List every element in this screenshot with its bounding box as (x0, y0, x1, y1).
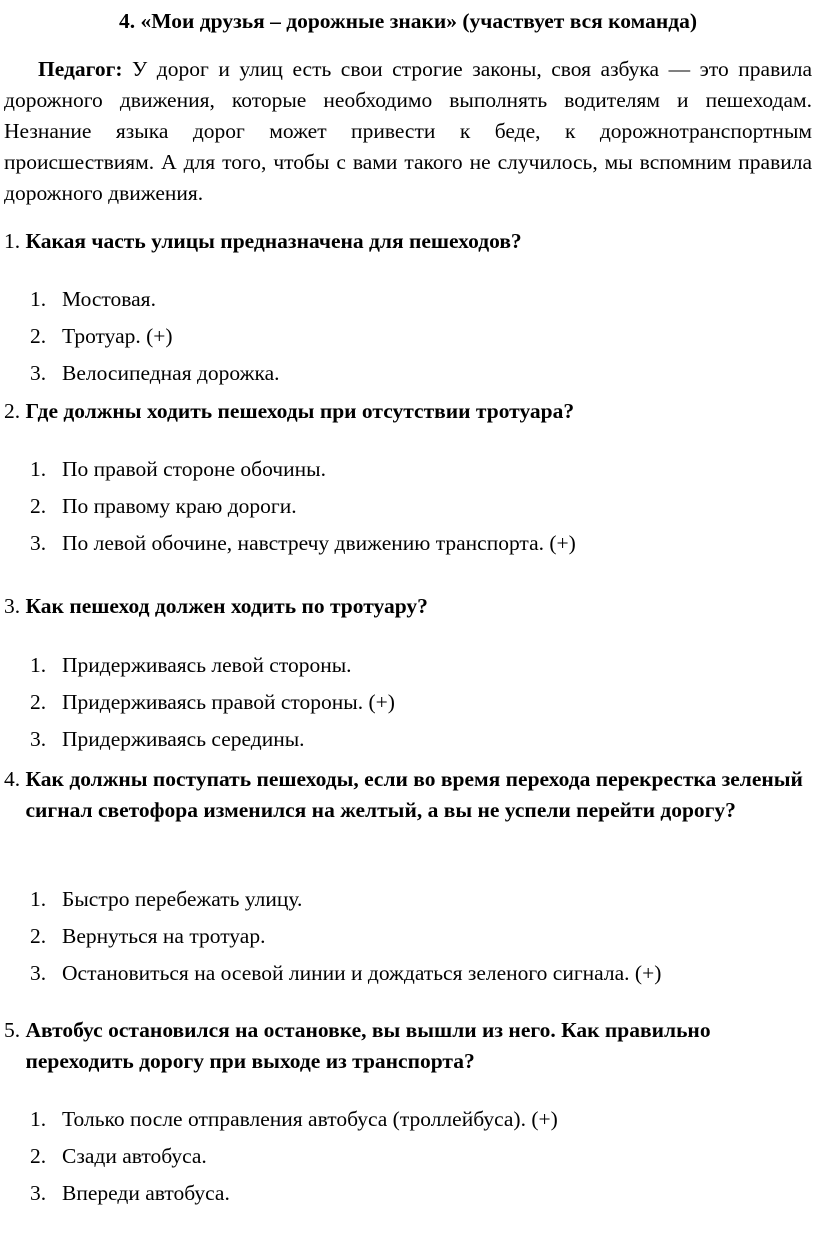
answer-option (30, 454, 810, 491)
answer-number: 3. (30, 727, 47, 751)
answer-number: 1. (30, 887, 47, 911)
speaker-label: Педагог: (38, 57, 123, 81)
answer-option (30, 884, 810, 921)
question-text: Как должны поступать пешеходы, если во время перехода перекрестка зеленый сигнал светофора изменился на желтый, а вы не успели перейти дорогу? (25, 767, 803, 822)
question-5 (4, 1015, 816, 1077)
question-number: 5. (4, 1018, 26, 1042)
answer-text: Впереди автобуса. (62, 1181, 230, 1205)
answer-number: 3. (30, 1181, 47, 1205)
answer-number: 2. (30, 924, 47, 948)
question-number: 1. (4, 229, 26, 253)
answer-text: Вернуться на тротуар. (62, 924, 266, 948)
answer-text: По правой стороне обочины. (62, 457, 326, 481)
answer-list-4 (30, 884, 810, 995)
question-3 (4, 591, 816, 622)
answer-number: 1. (30, 287, 47, 311)
answer-number: 2. (30, 690, 47, 714)
answer-option (30, 321, 810, 358)
answer-number: 3. (30, 531, 47, 555)
answer-text: Придерживаясь левой стороны. (62, 653, 352, 677)
question-2 (4, 396, 816, 427)
answer-option (30, 921, 810, 958)
answer-option (30, 284, 810, 321)
answer-text: Только после отправления автобуса (троллейбуса). (+) (62, 1107, 558, 1131)
question-text: Автобус остановился на остановке, вы вышли из него. Как правильно переходить дорогу при выходе из транспорта? (25, 1018, 711, 1073)
answer-text: Велосипедная дорожка. (62, 361, 280, 385)
answer-number: 1. (30, 457, 47, 481)
answer-list-3 (30, 650, 810, 761)
answer-option (30, 491, 810, 528)
intro-paragraph (4, 54, 812, 209)
answer-option (30, 1141, 810, 1178)
answer-text: Тротуар. (+) (62, 324, 173, 348)
answer-list-5 (30, 1104, 810, 1215)
answer-number: 1. (30, 653, 47, 677)
intro-text: У дорог и улиц есть свои строгие законы, своя азбука — это правила дорожного движения, которые необходимо выполнять водителям и пешеходам. Незнание языка дорог может привести к беде, к дорожнотранспортным происшествиям. А для того, чтобы с вами такого не случилось, мы вспомним правила дорожного движения. (4, 57, 812, 205)
answer-text: Остановиться на осевой линии и дождаться зеленого сигнала. (+) (62, 961, 662, 985)
question-4 (4, 764, 816, 826)
answer-text: По левой обочине, навстречу движению транспорта. (+) (62, 531, 576, 555)
answer-number: 3. (30, 961, 47, 985)
answer-text: Сзади автобуса. (62, 1144, 207, 1168)
question-text: Как пешеход должен ходить по тротуару? (25, 594, 428, 618)
question-number: 3. (4, 594, 26, 618)
answer-option (30, 958, 810, 995)
answer-number: 3. (30, 361, 47, 385)
section-title: 4. «Мои друзья – дорожные знаки» (участвует вся команда) (119, 9, 697, 33)
answer-list-1 (30, 284, 810, 395)
answer-option (30, 724, 810, 761)
answer-number: 1. (30, 1107, 47, 1131)
answer-option (30, 1104, 810, 1141)
answer-option (30, 687, 810, 724)
question-text: Какая часть улицы предназначена для пешеходов? (25, 229, 522, 253)
answer-text: Придерживаясь середины. (62, 727, 305, 751)
question-number: 4. (4, 767, 26, 791)
answer-option (30, 1178, 810, 1215)
answer-list-2 (30, 454, 810, 565)
answer-option (30, 528, 810, 565)
question-1 (4, 226, 816, 257)
answer-number: 2. (30, 1144, 47, 1168)
answer-number: 2. (30, 494, 47, 518)
answer-option (30, 650, 810, 687)
question-number: 2. (4, 399, 26, 423)
question-text: Где должны ходить пешеходы при отсутствии тротуара? (25, 399, 575, 423)
answer-number: 2. (30, 324, 47, 348)
answer-text: Быстро перебежать улицу. (62, 887, 303, 911)
answer-option (30, 358, 810, 395)
answer-text: Мостовая. (62, 287, 156, 311)
answer-text: По правому краю дороги. (62, 494, 297, 518)
answer-text: Придерживаясь правой стороны. (+) (62, 690, 395, 714)
